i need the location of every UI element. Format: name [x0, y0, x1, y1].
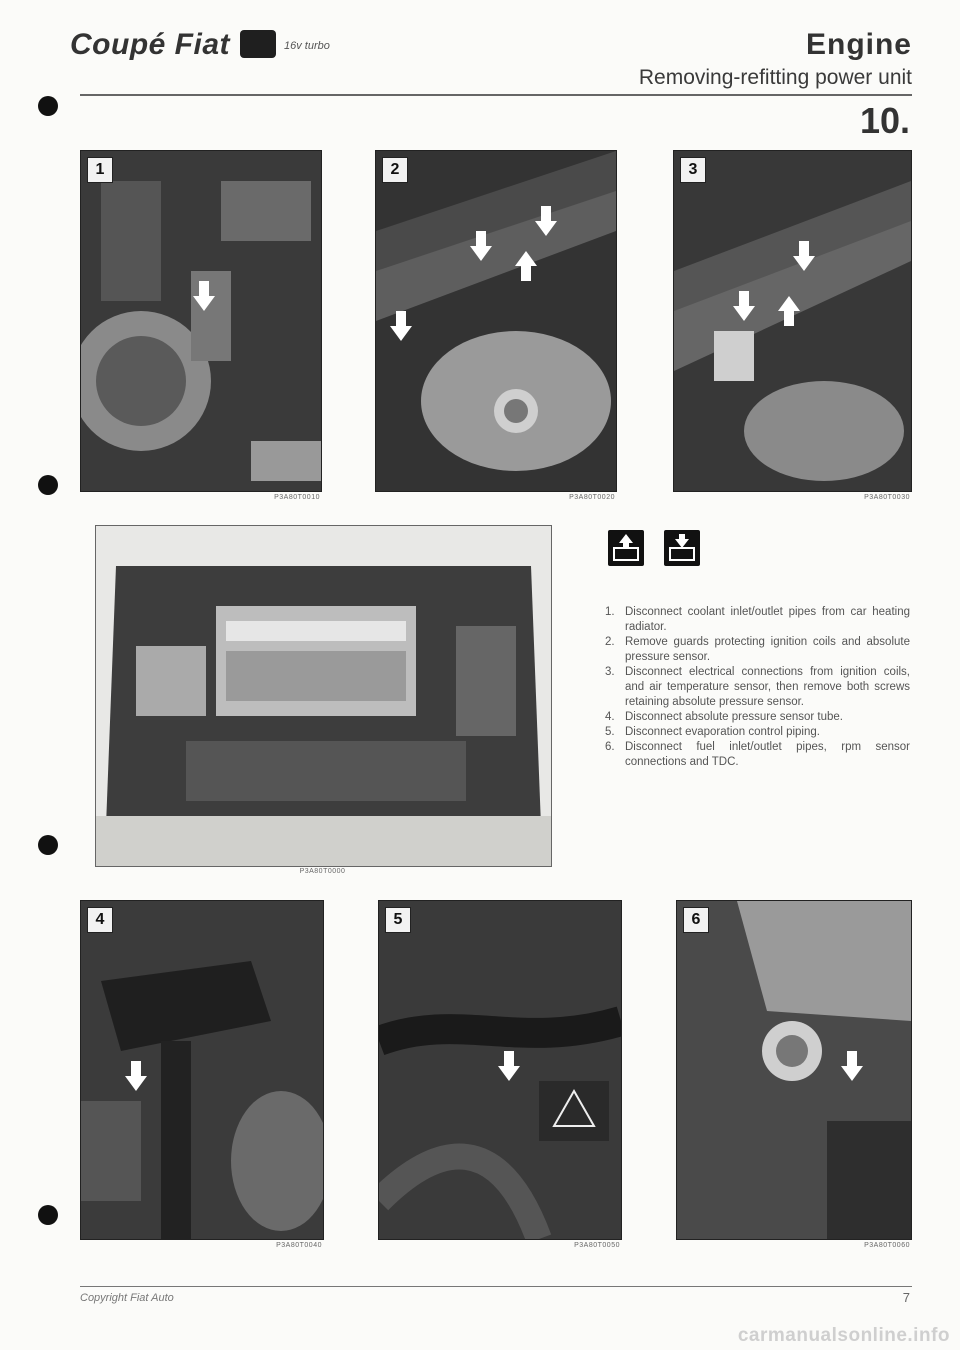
- section-title: Engine: [805, 28, 912, 61]
- section-subtitle: Removing-refitting power unit: [638, 66, 912, 89]
- step-item: 6. Disconnect fuel inlet/outlet pipes, rpm sensor connections and TDC.: [605, 741, 910, 768]
- step-item: 5. Disconnect evaporation control piping.: [605, 726, 820, 738]
- step-item: 1. Disconnect coolant inlet/outlet pipes from car heating radiator.: [605, 606, 910, 633]
- watermark: carmanualsonline.info: [737, 1325, 950, 1346]
- step-item: 4. Disconnect absolute pressure sensor tube.: [605, 711, 843, 723]
- binder-hole: [38, 96, 58, 116]
- photo-2: [375, 150, 617, 492]
- step-item: 3. Disconnect electrical connections from ignition coils, and air temperature sensor, then remove both screws retaining absolute pressure sensor.: [605, 666, 910, 708]
- photo-code: P3A80T0040: [276, 1242, 322, 1249]
- photo-number: 3: [680, 157, 706, 183]
- refitting-icon: [664, 530, 700, 566]
- photo-code: P3A80T0030: [864, 494, 910, 501]
- removal-icon: [608, 530, 644, 566]
- photo-3: [673, 150, 912, 492]
- header-rule: [80, 94, 912, 96]
- photo-1: [80, 150, 322, 492]
- photo-number: 4: [87, 907, 113, 933]
- instruction-steps: [605, 605, 910, 770]
- photo-code: P3A80T0020: [569, 494, 615, 501]
- footer-page-number: 7: [902, 1290, 910, 1305]
- brand-title: Coupé Fiat: [70, 28, 230, 61]
- photo-number: 2: [382, 157, 408, 183]
- footer-rule: [80, 1286, 912, 1287]
- photo-code: P3A80T0010: [274, 494, 320, 501]
- copyright-text: Copyright Fiat Auto: [80, 1292, 174, 1304]
- photo-code: P3A80T0060: [864, 1242, 910, 1249]
- binder-hole: [38, 835, 58, 855]
- fiat-logo-icon: [240, 30, 276, 58]
- binder-hole: [38, 1205, 58, 1225]
- photo-5: [378, 900, 622, 1240]
- photo-6: [676, 900, 912, 1240]
- step-item: 2. Remove guards protecting ignition coils and absolute pressure sensor.: [605, 636, 910, 663]
- photo-code: P3A80T0000: [299, 868, 346, 875]
- photo-number: 1: [87, 157, 113, 183]
- photo-number: 6: [683, 907, 709, 933]
- photo-4: [80, 900, 324, 1240]
- binder-hole: [38, 475, 58, 495]
- engine-bay-photo: [95, 525, 552, 867]
- brand-subtitle: 16v turbo: [284, 40, 330, 52]
- section-number: 10.: [859, 100, 910, 141]
- photo-number: 5: [385, 907, 411, 933]
- photo-code: P3A80T0050: [574, 1242, 620, 1249]
